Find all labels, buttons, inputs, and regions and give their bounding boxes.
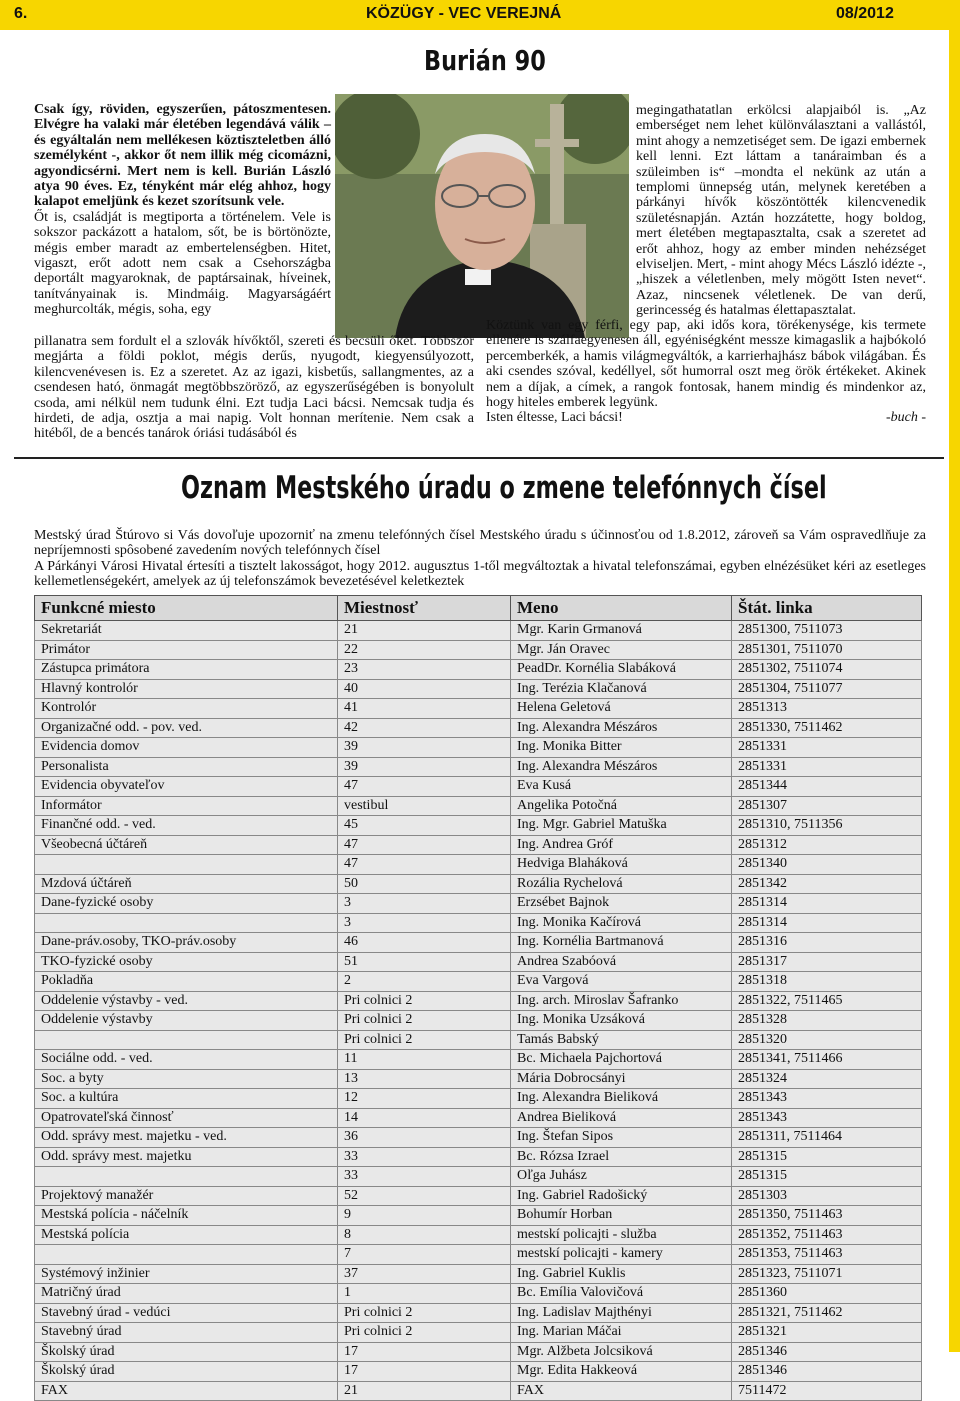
phone-cell: 2851316	[732, 933, 922, 953]
table-row	[35, 1128, 922, 1148]
room-cell: 40	[338, 679, 511, 699]
announcement-text	[34, 528, 926, 590]
table-row	[35, 1108, 922, 1128]
name-cell: Ing. Alexandra Mészáros	[511, 757, 732, 777]
name-cell: Helena Geletová	[511, 699, 732, 719]
table-row	[35, 1245, 922, 1265]
name-cell: Andrea Szabóová	[511, 952, 732, 972]
position-cell: Organizačné odd. - pov. ved.	[35, 718, 338, 738]
phone-cell: 2851328	[732, 1011, 922, 1031]
room-cell: 52	[338, 1186, 511, 1206]
position-cell: Školský úrad	[35, 1362, 338, 1382]
room-cell: Pri colnici 2	[338, 1030, 511, 1050]
table-row	[35, 874, 922, 894]
name-cell: Ing. Monika Bitter	[511, 738, 732, 758]
table-row	[35, 640, 922, 660]
name-cell: Mgr. Karin Grmanová	[511, 621, 732, 641]
article-paragraph: Köztünk van egy férfi, egy pap, aki idős kora, törékenysége, kis termete ellenére is szálfaegyenesen áll, egyéniségként messze kimagaslik a hajbókoló percemberkék, a hamis világmegváltók, a karrierhajhász bábok világában. És aki csendes szóval, kedéllyel, sőt humorral oszt meg örök értékeket. Akinek nem a díjak, a címek, a rangok fontosak, hanem mindig és mindenkor az, hogy hiteles emberek legyünk.	[486, 318, 926, 411]
phone-cell: 2851317	[732, 952, 922, 972]
position-cell: Mestská polícia	[35, 1225, 338, 1245]
name-cell: Andrea Bieliková	[511, 1108, 732, 1128]
phone-cell: 2851323, 7511071	[732, 1264, 922, 1284]
room-cell: Pri colnici 2	[338, 1011, 511, 1031]
phone-cell: 2851302, 7511074	[732, 660, 922, 680]
announcement-paragraph-sk: Mestský úrad Štúrovo si Vás dovoľuje upozorniť na zmenu telefónných čísel Mestského úradu s účinnosťou od 1.8.2012, zároveň sa Vám ospravedlňuje za nepríjemnosti spôsobené zavedením nových telefónnych čísel	[34, 528, 926, 559]
position-cell: Sociálne odd. - ved.	[35, 1050, 338, 1070]
table-row	[35, 1323, 922, 1343]
name-cell: Ing. Marian Máčai	[511, 1323, 732, 1343]
room-cell: 46	[338, 933, 511, 953]
closing-wish: Isten éltesse, Laci bácsi!	[486, 410, 623, 426]
position-cell	[35, 1030, 338, 1050]
name-cell: Bohumír Horban	[511, 1206, 732, 1226]
page-number: 6.	[14, 5, 28, 22]
position-cell: Dane-práv.osoby, TKO-práv.osoby	[35, 933, 338, 953]
phone-cell: 2851343	[732, 1089, 922, 1109]
announcement-title: Oznam Mestského úradu o zmene telefónnych čísel	[181, 470, 827, 506]
position-cell: Zástupca primátora	[35, 660, 338, 680]
position-cell: FAX	[35, 1381, 338, 1401]
phone-cell: 2851304, 7511077	[732, 679, 922, 699]
name-cell: Oľga Juhász	[511, 1167, 732, 1187]
room-cell: 3	[338, 894, 511, 914]
position-cell: Hlavný kontrolór	[35, 679, 338, 699]
room-cell: 42	[338, 718, 511, 738]
section-divider	[14, 457, 944, 459]
name-cell: Rozália Rychelová	[511, 874, 732, 894]
announcement-paragraph-hu: A Párkányi Városi Hivatal értesíti a tisztelt lakosságot, hogy 2012. augusztus 1-től megváltoztak a hivatal telefonszámai, egyben elnézésüket kéri az esetleges kellemetlenségekért, amelyek az új telefonszámok bevezetésével keletkeztek	[34, 558, 926, 590]
room-cell: 21	[338, 621, 511, 641]
position-cell: Stavebný úrad	[35, 1323, 338, 1343]
room-cell: 12	[338, 1089, 511, 1109]
position-cell: Odd. správy mest. majetku - ved.	[35, 1128, 338, 1148]
name-cell: Eva Vargová	[511, 972, 732, 992]
phone-cell: 2851311, 7511464	[732, 1128, 922, 1148]
name-cell: mestskí policajti - služba	[511, 1225, 732, 1245]
table-header-row	[35, 596, 922, 621]
phone-cell: 2851315	[732, 1167, 922, 1187]
name-cell: Bc. Michaela Pajchortová	[511, 1050, 732, 1070]
phone-cell: 2851346	[732, 1342, 922, 1362]
position-cell	[35, 855, 338, 875]
position-cell: Matričný úrad	[35, 1284, 338, 1304]
table-row	[35, 621, 922, 641]
phone-cell: 2851343	[732, 1108, 922, 1128]
name-cell: Ing. Alexandra Bieliková	[511, 1089, 732, 1109]
article-column-2: megingathatatlan erkölcsi alapjaiból is. „Az emberséget nem lehet különválasztani a vallástól, mint ahogy a nemzetiséget sem. De igazi embernek kell lenni. Ezt láttam a tanáraimban és a szüleimben is“ –mondta el nekünk az után a templomi ünnepség után, melynek keretében a párkányi hívők köszöntötték kilencvenedik születésnapján. Aztán hozzátette, hogy boldog, mert életében megtapasztalta, csak a szeretet ad erőt ahhoz, hogy az ember minden nehézséget elviseljen. Mert, - mint ahogy Mécs László idézte -, „hiszek a véletlenben, mely mögött Isten nevet“. Azaz, nincsenek véletlenek. De van derű, gerincesség és hatalmas élettapasztalat.	[636, 103, 926, 319]
name-cell: mestskí policajti - kamery	[511, 1245, 732, 1265]
room-cell: 51	[338, 952, 511, 972]
phone-cell: 7511472	[732, 1381, 922, 1401]
phone-cell: 2851320	[732, 1030, 922, 1050]
article-title: Burián 90	[424, 44, 546, 77]
table-row	[35, 1167, 922, 1187]
table-row	[35, 1284, 922, 1304]
name-cell: Mgr. Alžbeta Jolcsiková	[511, 1342, 732, 1362]
column-header-phone: Štát. linka	[732, 596, 922, 621]
name-cell: Mgr. Ján Oravec	[511, 640, 732, 660]
table-row	[35, 913, 922, 933]
table-row	[35, 855, 922, 875]
position-cell	[35, 1245, 338, 1265]
position-cell: Kontrolór	[35, 699, 338, 719]
name-cell: Eva Kusá	[511, 777, 732, 797]
position-cell: Projektový manažér	[35, 1186, 338, 1206]
table-row	[35, 660, 922, 680]
room-cell: Pri colnici 2	[338, 991, 511, 1011]
column-header-name: Meno	[511, 596, 732, 621]
table-row	[35, 718, 922, 738]
name-cell: Ing. arch. Miroslav Šafranko	[511, 991, 732, 1011]
position-cell: Informátor	[35, 796, 338, 816]
phone-cell: 2851307	[732, 796, 922, 816]
name-cell: Ing. Monika Kačírová	[511, 913, 732, 933]
position-cell: Mzdová účtáreň	[35, 874, 338, 894]
room-cell: 33	[338, 1147, 511, 1167]
phone-cell: 2851360	[732, 1284, 922, 1304]
room-cell: 41	[338, 699, 511, 719]
article-column-2-continued	[486, 318, 926, 426]
phone-cell: 2851324	[732, 1069, 922, 1089]
room-cell: 36	[338, 1128, 511, 1148]
name-cell: Ing. Kornélia Bartmanová	[511, 933, 732, 953]
name-cell: Ing. Alexandra Mészáros	[511, 718, 732, 738]
room-cell: 13	[338, 1069, 511, 1089]
position-cell: Školský úrad	[35, 1342, 338, 1362]
name-cell: Erzsébet Bajnok	[511, 894, 732, 914]
priest-portrait-photo	[335, 94, 629, 338]
phone-cell: 2851346	[732, 1362, 922, 1382]
column-header-room: Miestnosť	[338, 596, 511, 621]
table-row	[35, 1089, 922, 1109]
name-cell: Ing. Mgr. Gabriel Matuška	[511, 816, 732, 836]
phone-cell: 2851330, 7511462	[732, 718, 922, 738]
position-cell: Pokladňa	[35, 972, 338, 992]
phone-directory-table	[34, 595, 922, 1401]
room-cell: 17	[338, 1342, 511, 1362]
name-cell: Ing. Terézia Klačanová	[511, 679, 732, 699]
name-cell: FAX	[511, 1381, 732, 1401]
table-row	[35, 952, 922, 972]
phone-cell: 2851303	[732, 1186, 922, 1206]
room-cell: 47	[338, 835, 511, 855]
phone-cell: 2851352, 7511463	[732, 1225, 922, 1245]
position-cell: Oddelenie výstavby	[35, 1011, 338, 1031]
room-cell: 50	[338, 874, 511, 894]
table-row	[35, 894, 922, 914]
table-row	[35, 699, 922, 719]
name-cell: Mgr. Edita Hakkeová	[511, 1362, 732, 1382]
position-cell: Soc. a byty	[35, 1069, 338, 1089]
phone-cell: 2851313	[732, 699, 922, 719]
issue-date: 08/2012	[836, 5, 894, 22]
position-cell: Všeobecná účtáreň	[35, 835, 338, 855]
position-cell: Dane-fyzické osoby	[35, 894, 338, 914]
room-cell: 39	[338, 738, 511, 758]
phone-cell: 2851318	[732, 972, 922, 992]
name-cell: Tamás Babský	[511, 1030, 732, 1050]
name-cell: Mária Dobrocsányi	[511, 1069, 732, 1089]
position-cell: Personalista	[35, 757, 338, 777]
section-title: KÖZÜGY - VEC VEREJNÁ	[366, 5, 562, 22]
article-column-1	[34, 102, 331, 318]
phone-cell: 2851353, 7511463	[732, 1245, 922, 1265]
room-cell: 2	[338, 972, 511, 992]
table-row	[35, 777, 922, 797]
phone-cell: 2851331	[732, 738, 922, 758]
position-cell: Primátor	[35, 640, 338, 660]
position-cell: Soc. a kultúra	[35, 1089, 338, 1109]
room-cell: 23	[338, 660, 511, 680]
table-row	[35, 679, 922, 699]
phone-cell: 2851310, 7511356	[732, 816, 922, 836]
table-row	[35, 796, 922, 816]
position-cell	[35, 1167, 338, 1187]
table-row	[35, 738, 922, 758]
name-cell: Ing. Gabriel Radošický	[511, 1186, 732, 1206]
position-cell: Stavebný úrad - vedúci	[35, 1303, 338, 1323]
room-cell: 1	[338, 1284, 511, 1304]
phone-cell: 2851340	[732, 855, 922, 875]
table-row	[35, 1225, 922, 1245]
phone-cell: 2851321, 7511462	[732, 1303, 922, 1323]
room-cell: 9	[338, 1206, 511, 1226]
table-row	[35, 1362, 922, 1382]
name-cell: Bc. Emília Valovičová	[511, 1284, 732, 1304]
name-cell: Ing. Andrea Gróf	[511, 835, 732, 855]
table-row	[35, 1069, 922, 1089]
table-row	[35, 1303, 922, 1323]
room-cell: 45	[338, 816, 511, 836]
table-row	[35, 835, 922, 855]
position-cell: Odd. správy mest. majetku	[35, 1147, 338, 1167]
room-cell: 37	[338, 1264, 511, 1284]
position-cell: Sekretariát	[35, 621, 338, 641]
position-cell: TKO-fyzické osoby	[35, 952, 338, 972]
name-cell: Angelika Potočná	[511, 796, 732, 816]
table-row	[35, 1030, 922, 1050]
phone-cell: 2851341, 7511466	[732, 1050, 922, 1070]
article-column-1-continued: pillanatra sem fordult el a szlovák hívőktől, szereti és becsüli őket. Többször megjárta a földi poklot, mégis derűs, nyugodt, kiegyensúlyozott, kilencvenévesen is. Ez a szeretet. Az az igazi, kisbetűs, sallangmentes, az a csendesen ható, önmagát megtöbbszöröző, az egyszerűségében is bonyolult csoda, ami nélkül nem tudunk élni. Ezt tudja Laci bácsi. Nemcsak tudja és hirdeti, de adja, osztja a mai napig. Volt honnan merítenie. Nem csak a hitéből, de a bencés tanárok óriási tudásából és	[34, 334, 474, 442]
room-cell: vestibul	[338, 796, 511, 816]
right-accent-strip	[949, 30, 960, 1352]
room-cell: 17	[338, 1362, 511, 1382]
table-row	[35, 933, 922, 953]
position-cell: Evidencia domov	[35, 738, 338, 758]
room-cell: 7	[338, 1245, 511, 1265]
name-cell: Ing. Ladislav Majthényi	[511, 1303, 732, 1323]
author-signature: -buch -	[885, 410, 926, 426]
table-row	[35, 991, 922, 1011]
article-paragraph: Őt is, családját is megtiporta a történelem. Vele is sokszor packázott a hatalom, sőt, be is börtönözte, mégis ember maradt az embertelenségben. Hitet, vigaszt, erőt adott nem csak a Csehországba deportált magyaroknak, de paptársainak, híveinek, tanítványainak is. Mindmáig. Magyarságáért meghurcolták, mégis, soha, egy	[34, 209, 331, 318]
room-cell: 14	[338, 1108, 511, 1128]
phone-cell: 2851314	[732, 894, 922, 914]
phone-cell: 2851331	[732, 757, 922, 777]
room-cell: 11	[338, 1050, 511, 1070]
table-row	[35, 816, 922, 836]
table-row	[35, 1206, 922, 1226]
phone-cell: 2851350, 7511463	[732, 1206, 922, 1226]
name-cell: Bc. Rózsa Izrael	[511, 1147, 732, 1167]
room-cell: 33	[338, 1167, 511, 1187]
position-cell: Finančné odd. - ved.	[35, 816, 338, 836]
room-cell: 47	[338, 855, 511, 875]
table-row	[35, 1147, 922, 1167]
room-cell: 3	[338, 913, 511, 933]
phone-cell: 2851314	[732, 913, 922, 933]
position-cell	[35, 913, 338, 933]
phone-cell: 2851322, 7511465	[732, 991, 922, 1011]
table-row	[35, 1381, 922, 1401]
position-cell: Opatrovateľská činnosť	[35, 1108, 338, 1128]
room-cell: 8	[338, 1225, 511, 1245]
article-intro: Csak így, röviden, egyszerűen, pátoszmentesen. Elvégre ha valaki már életében legendává válik – és egyáltalán nem mellékesen köztiszteletben álló személyként -, akkor őt nem illik még cicomázni, agyondicsérni. Mert nem is kell. Burián László atya 90 éves. Ez, tényként már elég ahhoz, hogy kalapot emeljünk és kezet szorítsunk vele.	[34, 102, 331, 210]
table-row	[35, 1050, 922, 1070]
article-closing	[486, 410, 926, 426]
position-cell: Evidencia obyvateľov	[35, 777, 338, 797]
phone-cell: 2851342	[732, 874, 922, 894]
room-cell: 22	[338, 640, 511, 660]
room-cell: 47	[338, 777, 511, 797]
page-header-bar	[0, 0, 960, 30]
table-row	[35, 1011, 922, 1031]
phone-cell: 2851315	[732, 1147, 922, 1167]
phone-cell: 2851344	[732, 777, 922, 797]
table-row	[35, 757, 922, 777]
name-cell: Hedviga Blaháková	[511, 855, 732, 875]
room-cell: Pri colnici 2	[338, 1323, 511, 1343]
position-cell: Systémový inžinier	[35, 1264, 338, 1284]
room-cell: Pri colnici 2	[338, 1303, 511, 1323]
name-cell: PeadDr. Kornélia Slabáková	[511, 660, 732, 680]
phone-cell: 2851312	[732, 835, 922, 855]
column-header-position: Funkcné miesto	[35, 596, 338, 621]
phone-cell: 2851301, 7511070	[732, 640, 922, 660]
table-row	[35, 972, 922, 992]
room-cell: 39	[338, 757, 511, 777]
phone-cell: 2851300, 7511073	[732, 621, 922, 641]
table-row	[35, 1264, 922, 1284]
table-row	[35, 1186, 922, 1206]
name-cell: Ing. Monika Uzsáková	[511, 1011, 732, 1031]
room-cell: 21	[338, 1381, 511, 1401]
name-cell: Ing. Štefan Sipos	[511, 1128, 732, 1148]
name-cell: Ing. Gabriel Kuklis	[511, 1264, 732, 1284]
position-cell: Oddelenie výstavby - ved.	[35, 991, 338, 1011]
phone-cell: 2851321	[732, 1323, 922, 1343]
position-cell: Mestská polícia - náčelník	[35, 1206, 338, 1226]
